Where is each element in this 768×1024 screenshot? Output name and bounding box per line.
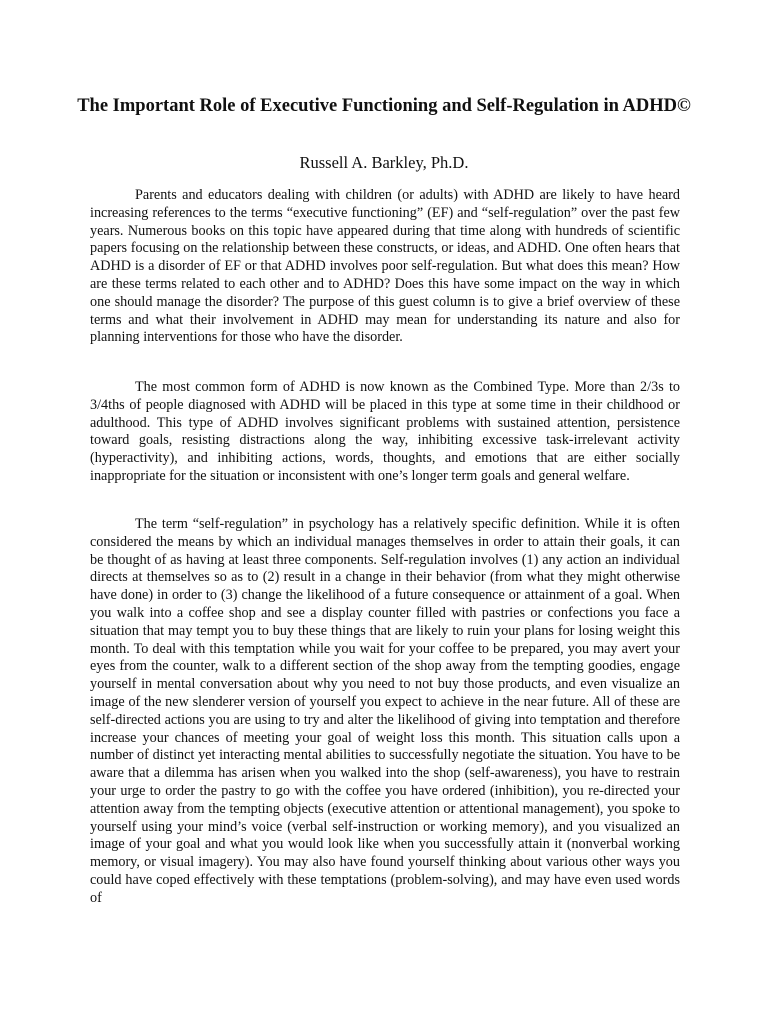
document-author: Russell A. Barkley, Ph.D. (299, 153, 469, 172)
body-paragraph: The term “self-regulation” in psychology has a relatively specific definition. While it is often considered the means by which an individual manages themselves in order to attain their goals, it can be thought of as having at least three components. Self-regulation involves (1) any action an individual directs at themselves so as to (2) result in a change in their behavior (from what they might otherwise have done) in order to (3) change the likelihood of a future consequence or attainment of a goal. When you walk into a coffee shop and see a display counter filled with pastries or confections you face a situation that may tempt you to buy these things that are likely to ruin your plans for losing weight this month. To deal with this temptation while you wait for your coffee to be prepared, you may avert your eyes from the counter, walk to a different section of the shop away from the tempting goodies, engage yourself in mental conversation about why you need to not buy those products, and even visualize an image of the new slenderer version of yourself you expect to achieve in the near future. All of these are self-directed actions you are using to try and alter the likelihood of giving into temptation and therefore increase your chances of meeting your goal of weight loss this month. This situation calls upon a number of distinct yet interacting mental abilities to successfully negotiate the situation. You have to be aware that a dilemma has arisen when you walked into the shop (self-awareness), you have to restrain your urge to order the pastry to go with the coffee you have ordered (inhibition), you re-directed your attention away from the tempting objects (executive attention or attentional management), you spoke to yourself using your mind’s voice (verbal self-instruction or working memory), and you visualized an image of your goal and what you would look like when you successfully attain it (nonverbal working memory, or visual imagery). You may also have found yourself thinking about various other ways you could have coped effectively with these temptations (problem-solving), and may have even used words of (90, 516, 680, 906)
body-paragraph: Parents and educators dealing with children (or adults) with ADHD are likely to have heard increasing references to the terms “executive functioning” (EF) and “self-regulation” over the past few years. Numerous books on this topic have appeared during that time along with hundreds of scientific papers focusing on the relationship between these constructs, or ideas, and ADHD. One often hears that ADHD is a disorder of EF or that ADHD involves poor self-regulation. But what does this mean? How are these terms related to each other and to ADHD? Does this have some impact on the way in which one should manage the disorder? The purpose of this guest column is to give a brief overview of these terms and what their involvement in ADHD may mean for understanding its nature and also for planning interventions for those who have the disorder. (90, 187, 680, 346)
document-title: The Important Role of Executive Functioning and Self-Regulation in ADHD© (77, 96, 691, 116)
body-paragraph: The most common form of ADHD is now known as the Combined Type. More than 2/3s to 3/4ths of people diagnosed with ADHD will be placed in this type at some time in their childhood or adulthood. This type of ADHD involves significant problems with sustained attention, persistence toward goals, resisting distractions along the way, inhibiting excessive task-irrelevant activity (hyperactivity), and inhibiting actions, words, thoughts, and emotions that are either socially inappropriate for the situation or inconsistent with one’s longer term goals and general welfare. (90, 379, 680, 484)
